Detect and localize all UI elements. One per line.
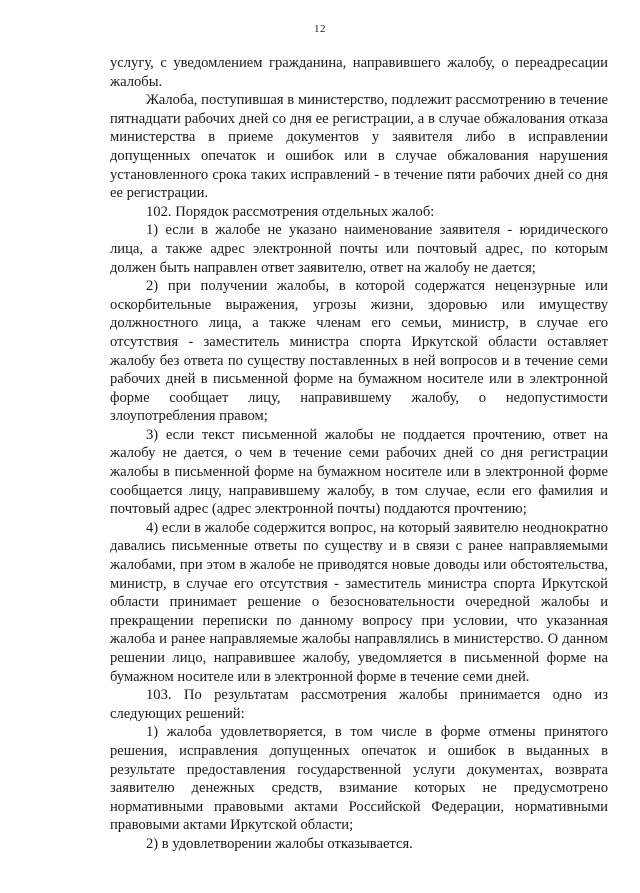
page-number: 12 xyxy=(314,23,326,35)
list-item: 1) если в жалобе не указано наименование заявителя - юридического лица, а также адрес электронной почты или почтовый адрес, по которым должен быть направлен ответ заявителю, ответ на жалобу не дается; xyxy=(110,222,608,276)
section-heading-102: 102. Порядок рассмотрения отдельных жалоб: xyxy=(146,203,435,220)
document-body xyxy=(110,54,608,854)
list-item: 3) если текст письменной жалобы не поддается прочтению, ответ на жалобу не дается, о чем в течение семи рабочих дней со дня регистрации жалобы в письменной форме на бумажном носителе или в электронной форме сообщается лицу, направившему жалобу, в том случае, если его фамилия и почтовый адрес (адрес электронной почты) поддаются прочтению; xyxy=(110,426,608,518)
list-item: 1) жалоба удовлетворяется, в том числе в форме отмены принятого решения, исправления допущенных опечаток и ошибок в выданных в результате предоставления государственной услуги документах, возврата заявителю денежных средств, взимание которых не предусмотрено нормативными правовыми актами Российской Федерации, нормативными правовыми актами Иркутской области; xyxy=(110,724,608,834)
list-item: 2) при получении жалобы, в которой содержатся нецензурные или оскорбительные выражения, угрозы жизни, здоровью или имуществу должностного лица, а также членам его семьи, министр, в случае его отсутствия - заместитель министра спорта Иркутской области оставляет жалобу без ответа по существу поставленных в ней вопросов и в течение семи рабочих дней в письменной форме на бумажном носителе или в электронной форме сообщает лицу, направившему жалобу, о недопустимости злоупотребления правом; xyxy=(110,278,608,425)
paragraph: Жалоба, поступившая в министерство, подлежит рассмотрению в течение пятнадцати рабочих дней со дня ее регистрации, а в случае обжалования отказа министерства в приеме документов у заявителя либо в исправлении допущенных опечаток и ошибок или в случае обжалования нарушения установленного срока таких исправлений - в течение пяти рабочих дней со дня ее регистрации. xyxy=(110,92,608,202)
list-item: 4) если в жалобе содержится вопрос, на который заявителю неоднократно давались письменные ответы по существу и в связи с ранее направляемыми жалобами, при этом в жалобе не приводятся новые доводы или обстоятельства, министр, в случае его отсутствия - заместитель министра спорта Иркутской области принимает решение о безосновательности очередной жалобы и прекращении переписки по данному вопросу при условии, что указанная жалоба и ранее направляемые жалобы направлялись в министерство. О данном решении лицо, направившее жалобу, уведомляется в письменной форме на бумажном носителе или в электронной форме в течение семи дней. xyxy=(110,519,608,685)
list-item: 2) в удовлетворении жалобы отказывается. xyxy=(146,835,413,852)
paragraph: услугу, с уведомлением гражданина, направившего жалобу, о переадресации жалобы. xyxy=(110,55,608,90)
section-heading-103: 103. По результатам рассмотрения жалобы принимается одно из следующих решений: xyxy=(110,687,608,722)
